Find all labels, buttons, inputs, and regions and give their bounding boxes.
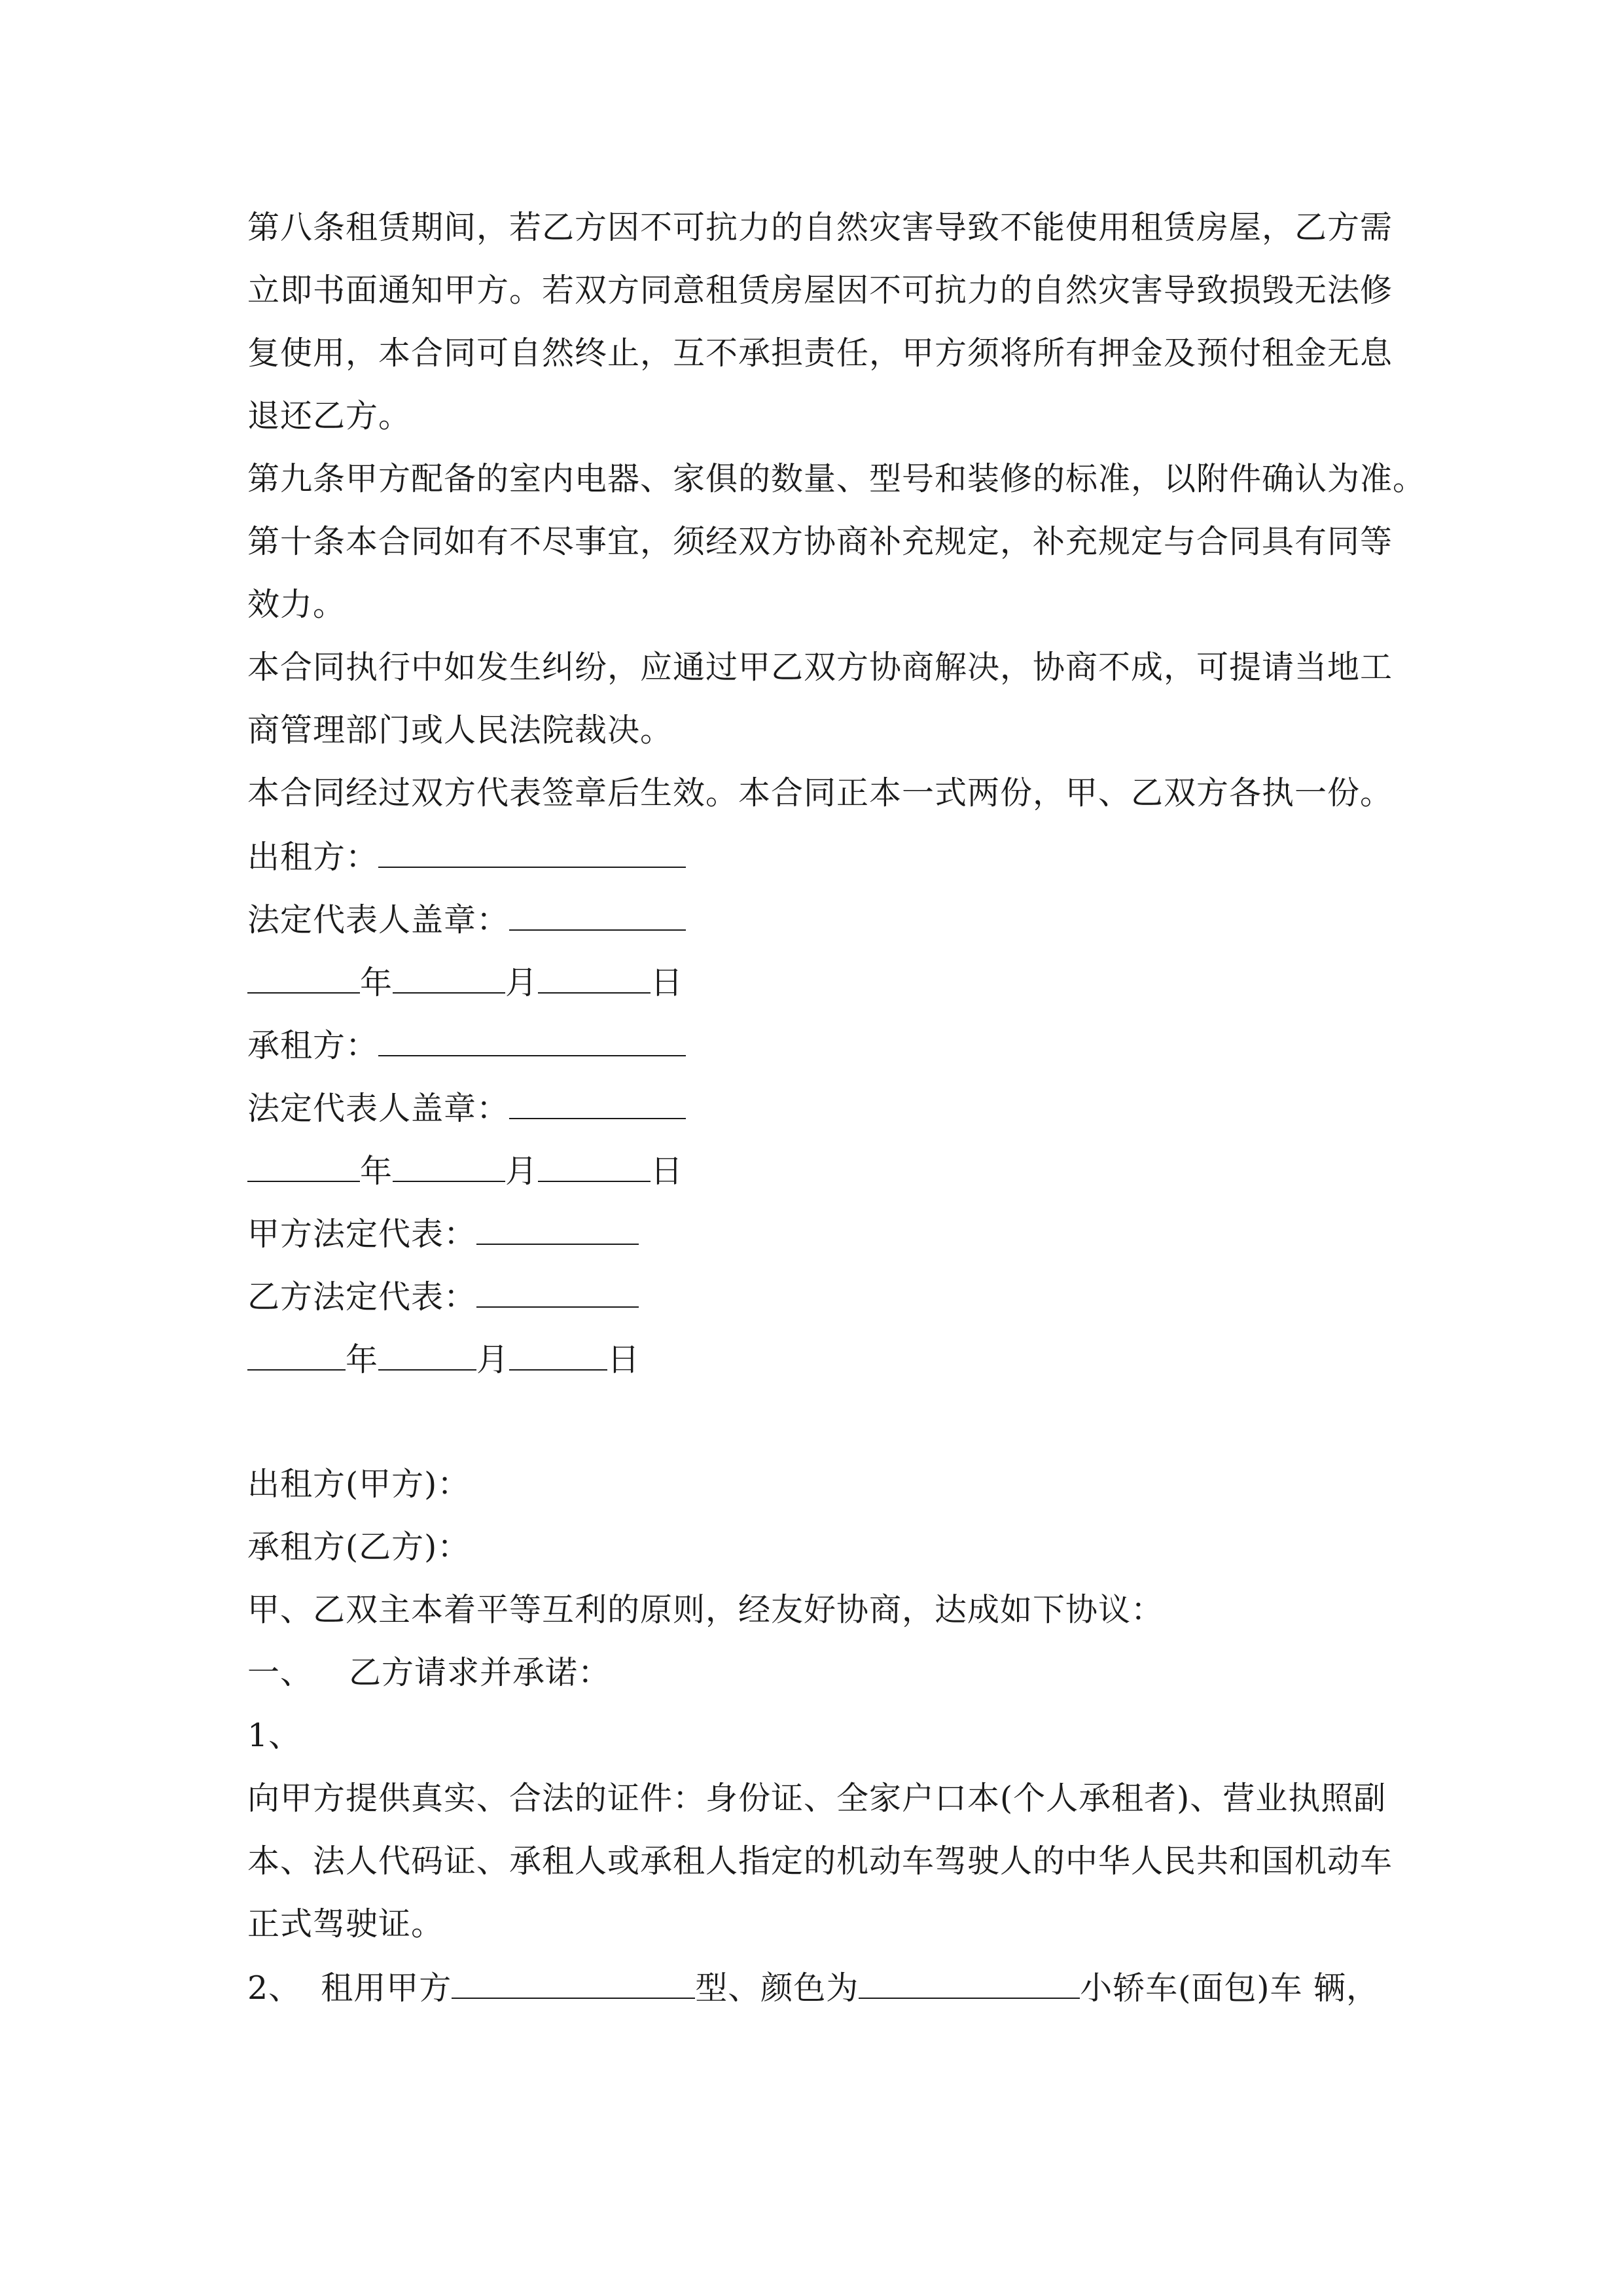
month-blank[interactable]	[393, 962, 505, 994]
dispute-line-1: 本合同执行中如发生纠纷，应通过甲乙双方协商解决，协商不成，可提请当地工	[247, 649, 1393, 686]
section-1-number: 一、	[247, 1654, 313, 1691]
month-label: 月	[505, 964, 539, 1001]
year-blank[interactable]	[247, 1339, 346, 1371]
party-b-rep-row	[247, 1276, 639, 1317]
agreement-intro: 甲、乙双主本着平等互利的原则，经友好协商，达成如下协议：	[247, 1591, 1164, 1628]
clause-8-line-4: 退还乙方。	[247, 397, 412, 435]
clause-8-line-3: 复使用，本合同可自然终止，互不承担责任，甲方须将所有押金及预付租金无息	[247, 334, 1393, 372]
day-label: 日	[651, 1153, 684, 1190]
seal-blank[interactable]	[509, 1088, 686, 1119]
clause-8-line-2: 立即书面通知甲方。若双方同意租赁房屋因不可抗力的自然灾害导致损毁无法修	[247, 272, 1393, 309]
second-lessee: 承租方(乙方)：	[247, 1528, 471, 1566]
lessor-label: 出租方：	[247, 838, 379, 876]
clause-10-line-2: 效力。	[247, 586, 346, 623]
year-blank[interactable]	[247, 962, 360, 994]
seal-row-2	[247, 1088, 686, 1128]
second-lessor: 出租方(甲方)：	[247, 1465, 471, 1503]
day-blank[interactable]	[538, 1151, 651, 1182]
party-a-rep-row	[247, 1213, 639, 1254]
year-blank[interactable]	[247, 1151, 360, 1182]
day-label: 日	[651, 964, 684, 1001]
lessor-signature-row	[247, 836, 686, 877]
lessor-blank[interactable]	[378, 836, 686, 868]
item-1-line-3: 正式驾驶证。	[247, 1905, 444, 1943]
party-b-rep-label: 乙方法定代表：	[247, 1278, 477, 1316]
section-1-heading	[247, 1653, 611, 1693]
dispute-line-2: 商管理部门或人民法院裁决。	[247, 711, 673, 749]
clause-8-line-1: 第八条租赁期间，若乙方因不可抗力的自然灾害导致不能使用租赁房屋，乙方需	[247, 209, 1393, 246]
lessee-signature-row	[247, 1025, 686, 1066]
day-blank[interactable]	[538, 962, 651, 994]
section-1-title: 乙方请求并承诺：	[349, 1654, 611, 1691]
month-label: 月	[505, 1153, 539, 1190]
day-blank[interactable]	[509, 1339, 607, 1371]
date-row-3	[247, 1339, 640, 1380]
date-row-2	[247, 1151, 683, 1191]
party-a-rep-label: 甲方法定代表：	[247, 1215, 477, 1253]
seal-row-1	[247, 899, 686, 940]
clause-10-line-1: 第十条本合同如有不尽事宜，须经双方协商补充规定，补充规定与合同具有同等	[247, 523, 1393, 560]
item-1-line-1: 向甲方提供真实、合法的证件：身份证、全家户口本(个人承租者)、营业执照副	[247, 1780, 1387, 1817]
year-label: 年	[360, 964, 393, 1001]
lessee-label: 承租方：	[247, 1027, 379, 1064]
item-2-text-b: 型、颜色为	[695, 1969, 859, 2007]
clause-9: 第九条甲方配备的室内电器、家俱的数量、型号和装修的标准，以附件确认为准。	[247, 460, 1426, 497]
year-label: 年	[346, 1341, 379, 1378]
seal-label: 法定代表人盖章：	[247, 1090, 510, 1127]
day-label: 日	[607, 1341, 641, 1378]
item-1-line-2: 本、法人代码证、承租人或承租人指定的机动车驾驶人的中华人民共和国机动车	[247, 1842, 1393, 1880]
effect-clause: 本合同经过双方代表签章后生效。本合同正本一式两份，甲、乙双方各执一份。	[247, 774, 1393, 812]
item-2-text-c: 小轿车(面包)车 辆，	[1080, 1969, 1380, 2007]
seal-blank[interactable]	[509, 899, 686, 931]
item-2-text-a: 租用甲方	[321, 1969, 452, 2007]
item-1-number: 1、	[247, 1717, 302, 1754]
model-blank[interactable]	[452, 1967, 695, 1999]
month-blank[interactable]	[378, 1339, 476, 1371]
color-blank[interactable]	[859, 1967, 1080, 1999]
party-a-rep-blank[interactable]	[476, 1213, 639, 1245]
month-label: 月	[476, 1341, 510, 1378]
lessee-blank[interactable]	[378, 1025, 686, 1056]
item-2-number: 2、	[247, 1969, 302, 2007]
party-b-rep-blank[interactable]	[476, 1276, 639, 1308]
seal-label: 法定代表人盖章：	[247, 901, 510, 939]
month-blank[interactable]	[393, 1151, 505, 1182]
item-2-row	[247, 1967, 1379, 2008]
year-label: 年	[360, 1153, 393, 1190]
date-row-1	[247, 962, 683, 1003]
